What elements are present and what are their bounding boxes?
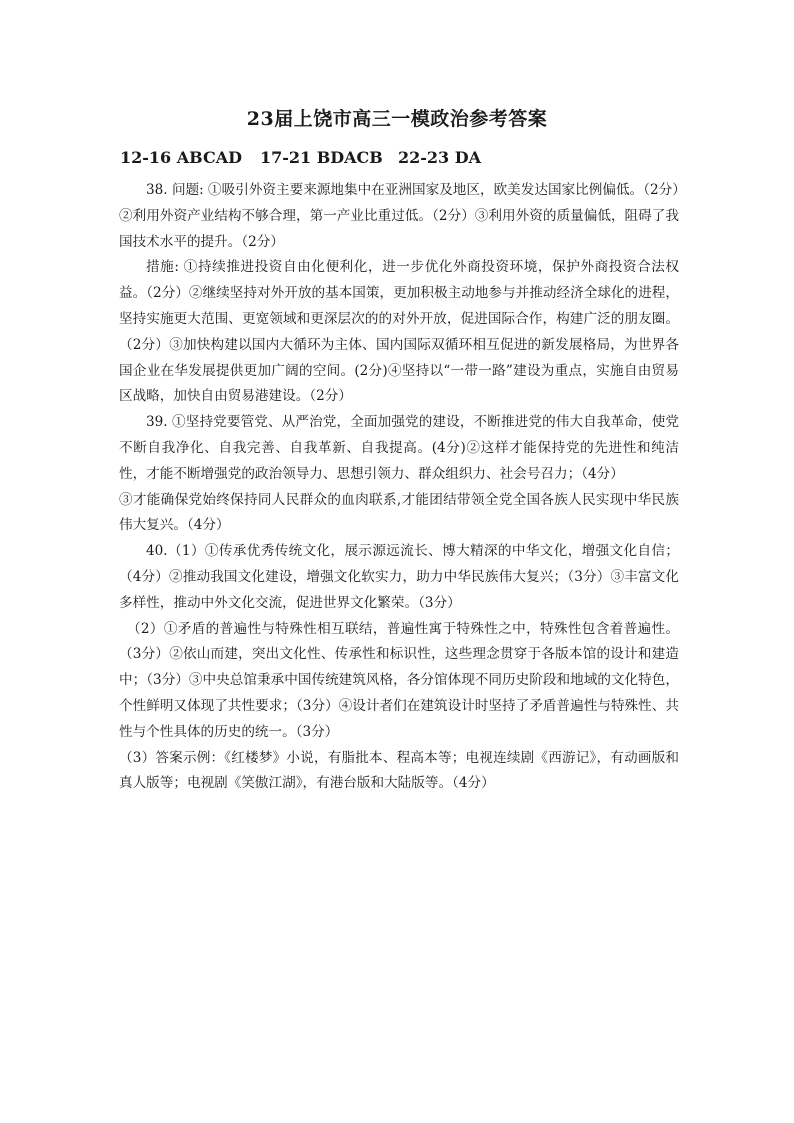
- q40-part1-paragraph: 40.（1）①传承优秀传统文化，展示源远流长、博大精深的中华文化，增强文化自信；（4分）②推动我国文化建设，增强文化软实力，助力中华民族伟大复兴；（3分）③丰富文化多样性，推动中外文化交流，促进世界文化繁荣。（3分）: [119, 543, 679, 611]
- q39-paragraph-part1: 39. ①坚持党要管党、从严治党，全面加强党的建设，不断推进党的伟大自我革命，使党不断自我净化、自我完善、自我革新、自我提高。(4分)②这样才能保持党的先进性和纯洁性，才能不断增强党的政治领导力、思想引领力、群众组织力、社会号召力；（4分）: [119, 414, 679, 482]
- q39-paragraph-part2: ③才能确保党始终保持同人民群众的血肉联系,才能团结带领全党全国各族人民实现中华民族伟大复兴。（4分）: [119, 491, 679, 534]
- multiple-choice-answers: [120, 148, 481, 167]
- q40-part3-paragraph: （3）答案示例：《红楼梦》小说，有脂批本、程高本等；电视连续剧《西游记》，有动画版和真人版等；电视剧《笑傲江湖》，有港台版和大陆版等。（4分）: [119, 749, 679, 792]
- q38-problems-paragraph: 38. 问题: ①吸引外资主要来源地集中在亚洲国家及地区，欧美发达国家比例偏低。（2分）②利用外资产业结构不够合理，第一产业比重过低。（2分）③利用外资的质量偏低，阻碍了我国技术水平的提升。（2分）: [119, 182, 679, 250]
- answer-body: [119, 178, 679, 797]
- page-title: 23届上饶市高三一模政治参考答案: [246, 108, 548, 130]
- mc-answer-group-17-21: 17-21 BDACB: [260, 148, 383, 167]
- mc-answer-group-22-23: 22-23 DA: [398, 148, 482, 167]
- mc-answer-group-12-16: 12-16 ABCAD: [120, 148, 242, 167]
- q38-measures-paragraph: 措施: ①持续推进投资自由化便利化，进一步优化外商投资环境，保护外商投资合法权益。（2分）②继续坚持对外开放的基本国策，更加积极主动地参与并推动经济全球化的进程，坚持实施更大范围、更宽领域和更深层次的的对外开放，促进国际合作，构建广泛的朋友圈。（2分）③加快构建以国内大循环为主体、国内国际双循环相互促进的新发展格局，为世界各国企业在华发展提供更加广阔的空间。(2分)④坚持以“一带一路”建设为重点，实施自由贸易区战略，加快自由贸易港建设。（2分）: [119, 259, 679, 405]
- q40-part2-paragraph: （2）①矛盾的普遍性与特殊性相互联结，普遍性寓于特殊性之中，特殊性包含着普遍性。（3分）②依山而建，突出文化性、传承性和标识性，这些理念贯穿于各版本馆的设计和建造中；（3分）③中央总馆秉承中国传统建筑风格，各分馆体现不同历史阶段和地域的文化特色，个性鲜明又体现了共性要求；（3分）④设计者们在建筑设计时坚持了矛盾普遍性与特殊性、共性与个性具体的历史的统一。（3分）: [119, 620, 679, 740]
